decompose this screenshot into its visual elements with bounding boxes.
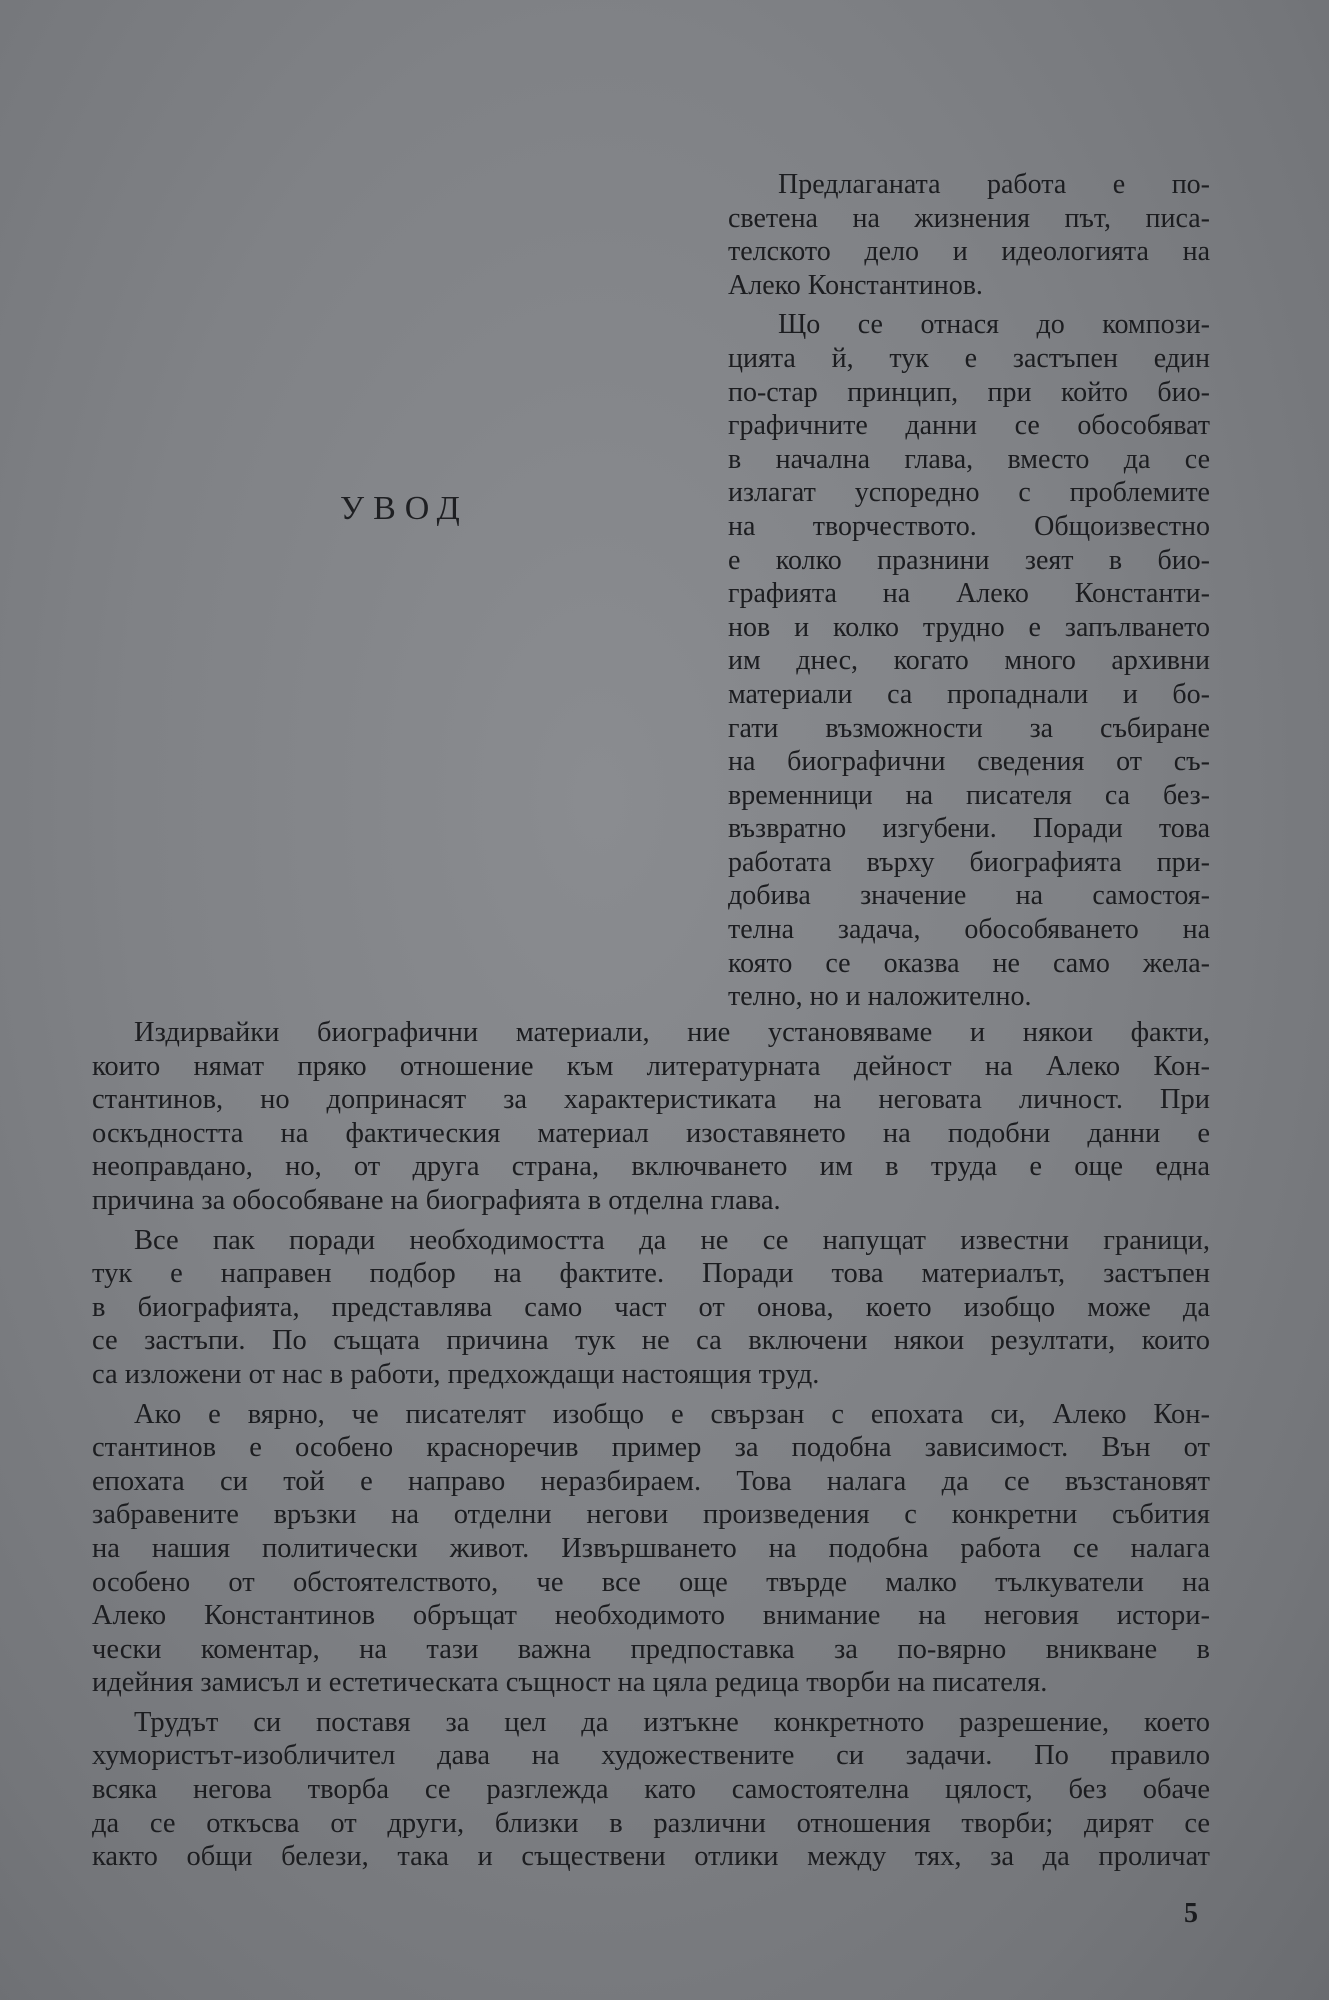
text-line: които нямат пряко отношение към литературната дейност на Алеко Кон- [92,1050,1210,1082]
intro-body-text [92,1016,1210,1874]
text-line: оскъдността на фактическия материал изоставянето на подобни данни е [92,1117,1210,1149]
text-line: хумористът-изобличител дава на художествените си задачи. По правило [92,1740,1210,1772]
text-line: им днес, когато много архивни [728,645,1210,677]
text-line: която се оказва не само жела- [728,947,1210,979]
text-line: Алеко Константинов обръщат необходимото внимание на неговия истори- [92,1600,1210,1632]
text-line: да се откъсва от други, близки в различни отношения творби; дирят се [92,1807,1210,1839]
text-line: по-стар принцип, при който био- [728,376,1210,408]
text-line: възвратно изгубени. Поради това [728,813,1210,845]
chapter-heading: УВОД [340,490,469,527]
text-line: материали са пропаднали и бо- [728,678,1210,710]
text-line: Алеко Константинов. [728,269,983,301]
text-line: чески коментар, на тази важна предпоставка за по-вярно вникване в [92,1633,1210,1665]
text-line: излагат успоредно с проблемите [728,477,1210,509]
text-line: стантинов е особено красноречив пример за подобна зависимост. Вън от [92,1432,1210,1464]
text-line: причина за обособяване на биографията в отделна глава. [92,1184,781,1216]
text-line: телно, но и наложително. [728,981,1032,1013]
text-line: на биографични сведения от съ- [728,746,1210,778]
text-line: на творчеството. Общоизвестно [728,510,1210,542]
text-line: временници на писателя са без- [728,779,1210,811]
text-line: Трудът си поставя за цел да изтъкне конкретното разрешение, което [134,1706,1210,1738]
text-line: всяка негова творба се разглежда като самостоятелна цялост, без обаче [92,1774,1210,1806]
text-line: в биографията, представлява само част от онова, което изобщо може да [92,1291,1210,1323]
text-line: както общи белези, така и съществени отлики между тях, за да проличат [92,1841,1210,1873]
text-line: гати възможности за събиране [728,712,1210,744]
text-line: е колко празнини зеят в био- [728,544,1210,576]
text-line: тук е направен подбор на фактите. Поради това материалът, застъпен [92,1258,1210,1290]
text-line: Що се отнася до компози- [778,309,1210,341]
text-line: неоправдано, но, от друга страна, включването им в труда е още една [92,1151,1210,1183]
text-line: телското дело и идеологията на [728,236,1210,268]
text-line: цията й, тук е застъпен един [728,342,1210,374]
text-line: нов и колко трудно е запълването [728,611,1210,643]
text-line: Издирвайки биографични материали, ние установяваме и някои факти, [134,1017,1210,1048]
text-line: работата върху биографията при- [728,846,1210,878]
text-line: стантинов, но допринасят за характеристиката на неговата личност. При [92,1084,1210,1116]
text-line: Все пак поради необходимостта да не се напущат известни граници, [134,1224,1210,1256]
text-line: добива значение на самостоя- [728,880,1210,912]
text-line: Предлаганата работа е по- [778,169,1210,200]
text-line: Ако е вярно, че писателят изобщо е свързан с епохата си, Алеко Кон- [134,1398,1210,1430]
text-line: се застъпи. По същата причина тук не са включени някои резултати, които [92,1325,1210,1357]
text-line: са изложени от нас в работи, предхождащи настоящия труд. [92,1358,820,1390]
page-number: 5 [1184,1898,1198,1929]
text-line: особено от обстоятелството, че все още твърде малко тълкуватели на [92,1566,1210,1598]
text-line: телна задача, обособяването на [728,914,1210,946]
text-line: на нашия политически живот. Извършването на подобна работа се налага [92,1532,1210,1564]
text-line: идейния замисъл и естетическата същност на цяла редица творби на писателя. [92,1667,1048,1699]
text-line: епохата си той е направо неразбираем. Това налага да се възстановят [92,1465,1210,1497]
text-line: забравените връзки на отделни негови произведения с конкретни събития [92,1499,1210,1531]
text-line: светена на жизнения път, писа- [728,202,1210,234]
text-line: в начална глава, вместо да се [728,443,1210,475]
intro-right-column [728,168,1210,1014]
text-line: графичните данни се обособяват [728,410,1210,442]
text-line: графията на Алеко Константи- [728,578,1210,610]
